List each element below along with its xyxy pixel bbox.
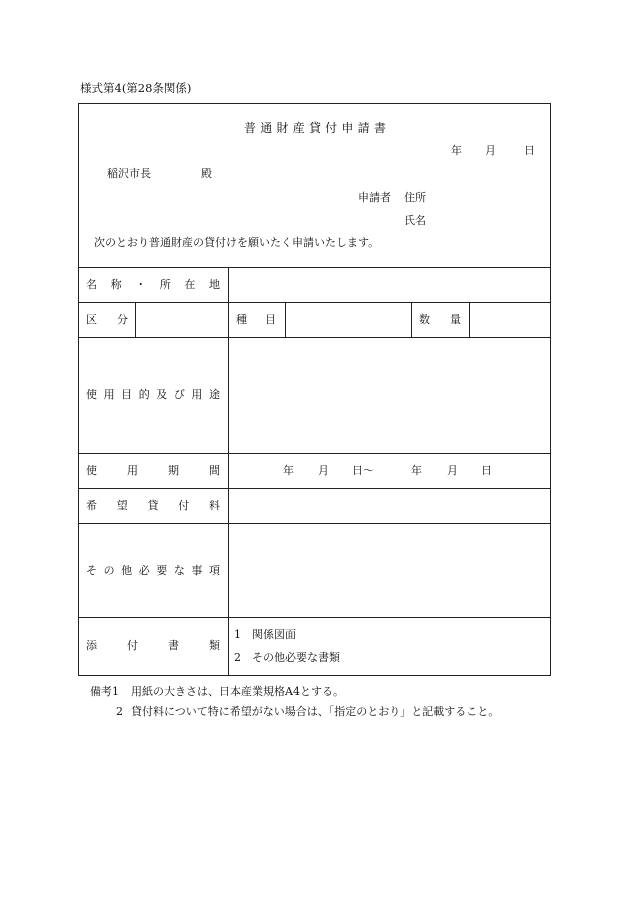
label-char: ・ (135, 278, 147, 291)
label-char: 必 (138, 564, 150, 577)
category-label (86, 314, 128, 325)
label-char: そ (86, 564, 97, 577)
label-char: 希 (86, 499, 97, 512)
label-char: 量 (450, 313, 461, 326)
label-char: 使 (86, 388, 97, 401)
label-char: 数 (419, 313, 430, 326)
label-char: 所 (159, 278, 171, 291)
attachment-item-2-num: 2 (234, 651, 241, 664)
label-char: 目 (265, 313, 276, 326)
quantity-label (419, 314, 461, 325)
title-char: 通 (260, 121, 273, 135)
label-char: 分 (117, 313, 128, 326)
period-start-day: 日〜 (352, 464, 374, 477)
label-char: 要 (156, 564, 168, 577)
title-char: 付 (325, 121, 338, 135)
title-char: 財 (276, 121, 289, 135)
label-char: 地 (208, 278, 220, 291)
date-month-label: 月 (485, 144, 496, 157)
label-char: 途 (208, 388, 220, 401)
applicant-label: 申請者 (358, 191, 391, 204)
label-char: 事 (191, 564, 203, 577)
note-2-text: 貸付料について特に希望がない場合は、「指定のとおり」と記載すること。 (131, 705, 500, 718)
label-char: 料 (209, 499, 220, 512)
label-char: 期 (168, 464, 179, 477)
title-char: 申 (341, 121, 354, 135)
label-char: 用 (103, 388, 115, 401)
form-label: 様式第4(第28条関係) (80, 81, 192, 95)
title-char: 普 (244, 121, 257, 135)
date-day-label: 日 (524, 144, 535, 157)
label-char: 用 (127, 464, 138, 477)
note-1-prefix: 備考1 (90, 685, 119, 698)
label-char: 項 (208, 564, 220, 577)
title-char: 貸 (308, 121, 321, 135)
period-start-month: 月 (318, 464, 329, 477)
name-location-label (86, 279, 220, 290)
note-2-prefix: 2 (116, 705, 123, 718)
label-char: 称 (110, 278, 122, 291)
applicant-address-label: 住所 (404, 191, 426, 204)
label-char: 間 (209, 464, 220, 477)
date-year-label: 年 (451, 144, 462, 157)
label-char: 区 (86, 313, 97, 326)
period-label (86, 465, 220, 476)
label-char: 名 (86, 278, 97, 291)
attachment-item-2-text: その他必要な書類 (252, 651, 340, 664)
attachment-item-1-text: 関係図面 (252, 628, 296, 641)
label-char: な (173, 564, 185, 577)
label-char: 使 (86, 464, 97, 477)
label-char: び (173, 388, 185, 401)
applicant-name-label: 氏名 (404, 214, 426, 227)
attachment-item-1-num: 1 (234, 628, 241, 641)
label-char: 添 (86, 639, 97, 652)
form-title (244, 122, 386, 134)
period-start-year: 年 (283, 464, 294, 477)
label-char: 在 (184, 278, 196, 291)
label-char: 種 (236, 313, 247, 326)
period-end-year: 年 (411, 464, 422, 477)
other-matters-label (86, 565, 220, 576)
desired-fee-label (86, 500, 220, 511)
label-char: 用 (191, 388, 203, 401)
title-char: 請 (357, 121, 370, 135)
addressee-name: 稲沢市長 (107, 167, 151, 180)
label-char: 付 (178, 499, 190, 512)
label-char: 書 (168, 639, 179, 652)
title-char: 書 (373, 121, 386, 135)
label-char: 類 (209, 639, 220, 652)
purpose-label (86, 389, 220, 400)
note-1-text: 用紙の大きさは、日本産業規格A4とする。 (131, 685, 344, 698)
period-end-day: 日 (481, 464, 492, 477)
title-char: 産 (292, 121, 305, 135)
label-char: 付 (127, 639, 138, 652)
label-char: 的 (138, 388, 150, 401)
label-char: 及 (156, 388, 168, 401)
attachments-label (86, 640, 220, 651)
label-char: 他 (121, 564, 133, 577)
label-char: の (103, 564, 115, 577)
label-char: 貸 (147, 499, 159, 512)
request-text: 次のとおり普通財産の貸付けを願いたく申請いたします。 (94, 236, 380, 249)
label-char: 目 (121, 388, 133, 401)
label-char: 望 (116, 499, 128, 512)
addressee-honorific: 殿 (201, 167, 212, 180)
type-label (236, 314, 276, 325)
period-end-month: 月 (447, 464, 458, 477)
